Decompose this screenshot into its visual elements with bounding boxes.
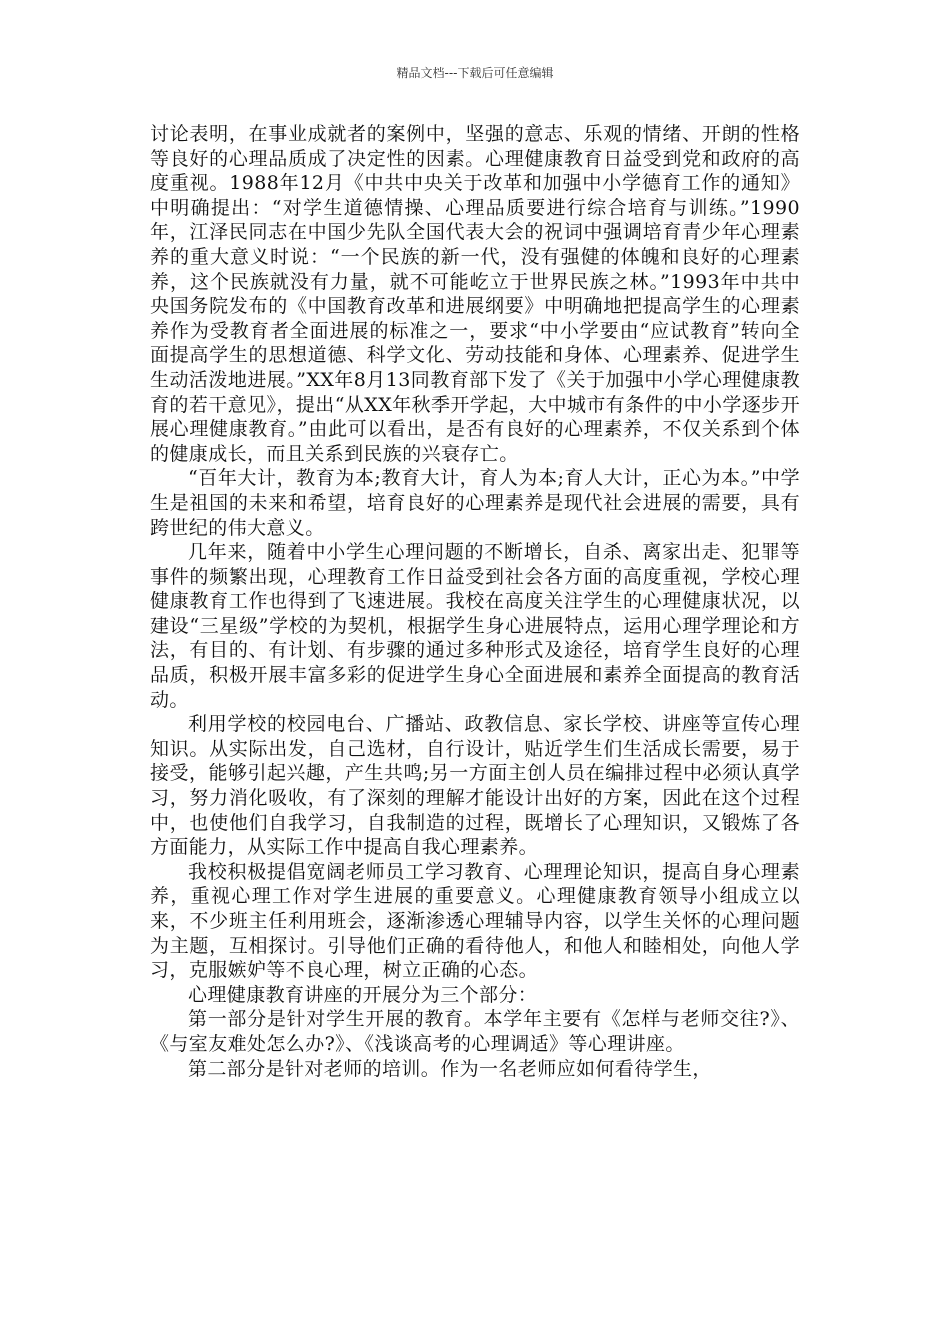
paragraph-8: 第二部分是针对老师的培训。作为一名老师应如何看待学生， xyxy=(188,1057,712,1080)
paragraph-2: “百年大计，教育为本;教育大计，育人为本;育人大计，正心为本。”中学生是祖国的未来和希望，培育良好的心理素养是现代社会进展的需要，具有跨世纪的伟大意义。 xyxy=(150,467,800,539)
paragraph-6: 心理健康教育讲座的开展分为三个部分： xyxy=(188,983,538,1006)
paragraph-5: 我校积极提倡宽阔老师员工学习教育、心理理论知识，提高自身心理素养，重视心理工作对学生进展的重要意义。心理健康教育领导小组成立以来，不少班主任利用班会，逐渐渗透心理辅导内容，以学生关怀的心理问题为主题，互相探讨。引导他们正确的看待他人，和他人和睦相处，向他人学习，克服嫉妒等不良心理，树立正确的心态。 xyxy=(150,860,800,982)
document-body xyxy=(150,122,800,1081)
paragraph-4: 利用学校的校园电台、广播站、政教信息、家长学校、讲座等宣传心理知识。从实际出发，自己选材，自行设计，贴近学生们生活成长需要，易于接受，能够引起兴趣，产生共鸣;另一方面主创人员在编排过程中必须认真学习，努力消化吸收，有了深刻的理解才能设计出好的方案，因此在这个过程中，也使他们自我学习，自我制造的过程，既增长了心理知识，又锻炼了各方面能力，从实际工作中提高自我心理素养。 xyxy=(150,713,800,859)
page-header: 精品文档---下载后可任意编辑 xyxy=(396,66,554,80)
paragraph-3: 几年来，随着中小学生心理问题的不断增长，自杀、离家出走、犯罪等事件的频繁出现，心理教育工作日益受到社会各方面的高度重视，学校心理健康教育工作也得到了飞速进展。我校在高度关注学生的心理健康状况，以建设“三星级”学校的为契机，根据学生身心进展特点，运用心理学理论和方法，有目的、有计划、有步骤的通过多种形式及途径，培育学生良好的心理品质，积极开展丰富多彩的促进学生身心全面进展和素养全面提高的教育活动。 xyxy=(150,541,800,711)
paragraph-1: 讨论表明，在事业成就者的案例中，坚强的意志、乐观的情绪、开朗的性格等良好的心理品质成了决定性的因素。心理健康教育日益受到党和政府的高度重视。1988年12月《中共中央关于改革和加强中小学德育工作的通知》中明确提出：“对学生道德情操、心理品质要进行综合培育与训练。”1990年，江泽民同志在中国少先队全国代表大会的祝词中强调培育青少年心理素养的重大意义时说：“一个民族的新一代，没有强健的体魄和良好的心理素养，这个民族就没有力量，就不可能屹立于世界民族之林。”1993年中共中央国务院发布的《中国教育改革和进展纲要》中明确地把提高学生的心理素养作为受教育者全面进展的标准之一，要求“中小学要由“应试教育”转向全面提高学生的思想道德、科学文化、劳动技能和身体、心理素养、促进学生生动活泼地进展。”XX年8月13同教育部下发了《关于加强中小学心理健康教育的若干意见》，提出“从XX年秋季开学起，大中城市有条件的中小学逐步开展心理健康教育。”由此可以看出，是否有良好的心理素养，不仅关系到个体的健康成长，而且关系到民族的兴衰存亡。 xyxy=(150,123,800,465)
paragraph-7: 第一部分是针对学生开展的教育。本学年主要有《怎样与老师交往?》、《与室友难处怎么办?》、《浅谈高考的心理调适》等心理讲座。 xyxy=(150,1008,800,1055)
